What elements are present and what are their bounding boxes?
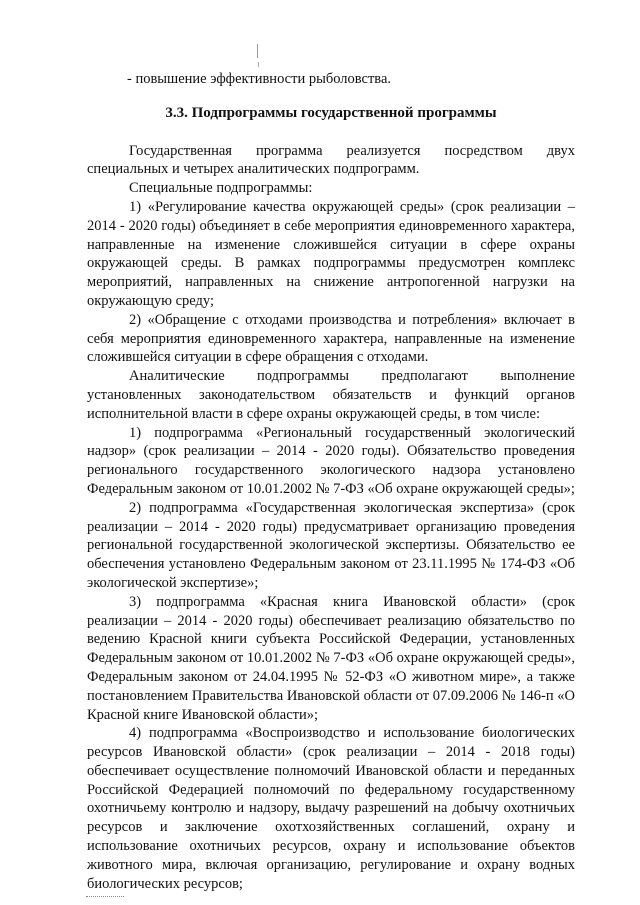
footer-mark [86, 896, 124, 898]
scan-mark [258, 62, 259, 67]
document-body [87, 70, 575, 893]
scan-mark [257, 44, 258, 58]
paragraph: 3) подпрограмма «Красная книга Ивановской области» (срок реализации – 2014 - 2020 годы) обеспечивает реализацию обязательство по ведению Красной книги субъекта Российской Федерации, установленных Федеральным законом от 10.01.2002 № 7-ФЗ «Об охране окружающей среды», Федеральным законом от 24.04.1995 № 52-ФЗ «О животном мире», а также постановлением Правительства Ивановской области от 07.09.2006 № 146-п «О Красной книге Ивановской области»; [87, 593, 575, 723]
paragraph: 4) подпрограмма «Воспроизводство и использование биологических ресурсов Ивановской области» (срок реализации – 2014 - 2018 годы) обеспечивает осуществление полномочий Ивановской области и переданных Российской Федерацией полномочий по федеральному государственному охотничьему контролю и надзору, выдачу разрешений на добычу охотничьих ресурсов и заключение охотхозяйственных соглашений, охрану и использование охотничьих ресурсов, охрану и использование объектов животного мира, включая организацию, регулирование и охрану водных биологических ресурсов; [87, 725, 575, 892]
paragraph: Государственная программа реализуется посредством двух специальных и четырех аналитических подпрограмм. [87, 142, 575, 178]
section-heading: 3.3. Подпрограммы государственной программы [165, 104, 497, 121]
paragraph: 2) подпрограмма «Государственная экологическая экспертиза» (срок реализации – 2014 - 2020 годы) предусматривает организацию проведения региональной государственной экологической экспертизы. Обязательство ее обеспечения установлено Федеральным законом от 23.11.1995 № 174-ФЗ «Об экологической экспертизе»; [87, 499, 575, 591]
paragraph: Специальные подпрограммы: [129, 180, 313, 197]
bullet-item: - повышение эффективности рыболовства. [127, 71, 392, 87]
paragraph: 1) подпрограмма «Региональный государственный экологический надзор» (срок реализации – 2014 - 2020 годы). Обязательство проведения регионального государственного экологического надзора установлено Федеральным законом от 10.01.2002 № 7-ФЗ «Об охране окружающей среды»; [87, 424, 575, 497]
paragraph: 1) «Регулирование качества окружающей среды» (срок реализации – 2014 - 2020 годы) объединяет в себе мероприятия единовременного характера, направленные на изменение сложившейся ситуации в сфере охраны окружающей среды. В рамках подпрограммы предусмотрен комплекс мероприятий, направленных на снижение антропогенной нагрузки на окружающую среду; [87, 198, 575, 309]
paragraph: Аналитические подпрограммы предполагают выполнение установленных законодательством обязательств и функций органов исполнительной власти в сфере охраны окружающей среды, в том числе: [87, 368, 575, 422]
paragraph: 2) «Обращение с отходами производства и потребления» включает в себя мероприятия единовременного характера, направленные на изменение сложившейся ситуации в сфере обращения с отходами. [87, 311, 575, 366]
